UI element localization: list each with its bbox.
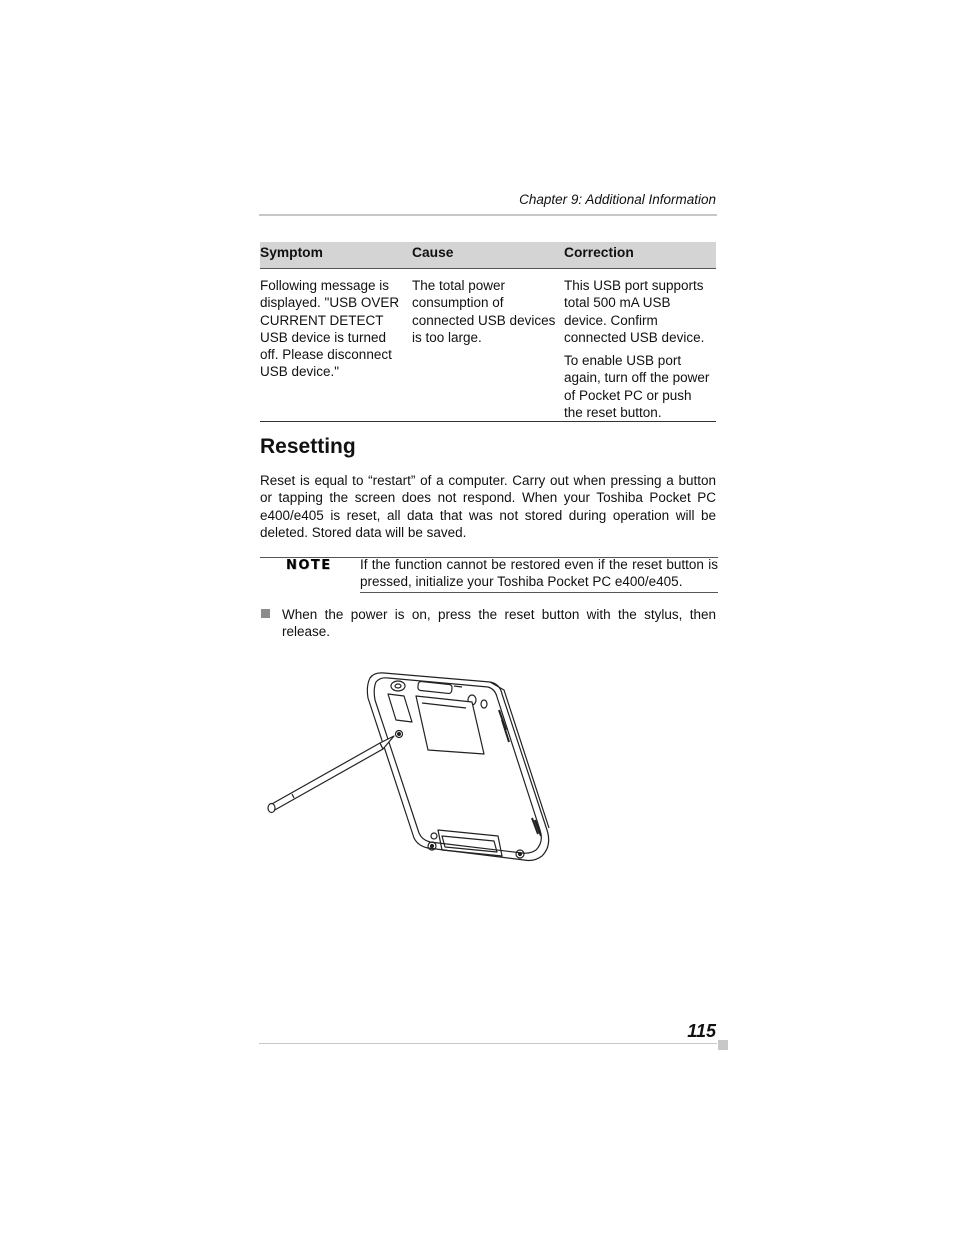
pocket-pc-rear-with-stylus-icon — [262, 670, 552, 875]
running-header: Chapter 9: Additional Information — [519, 192, 716, 207]
column-header-cause: Cause — [412, 245, 454, 260]
section-title: Resetting — [260, 435, 356, 458]
correction-text-1: This USB port supports total 500 mA USB device. Confirm connected USB device. — [564, 278, 705, 345]
table-header-row — [260, 242, 716, 269]
table-row — [260, 269, 716, 422]
note-text: If the function cannot be restored even if the reset button is pressed, initialize your Toshiba Pocket PC e400/e405. — [360, 557, 718, 590]
header-divider — [259, 214, 717, 216]
correction-cell — [564, 277, 714, 427]
symptom-cell: Following message is displayed. "USB OVER CURRENT DETECT USB device is turned off. Please disconnect USB device." — [260, 278, 400, 380]
bullet-text: When the power is on, press the reset button with the stylus, then release. — [282, 607, 716, 640]
note-bottom-divider — [360, 592, 718, 593]
correction-text-2: To enable USB port again, turn off the power of Pocket PC or push the reset button. — [564, 353, 710, 421]
bullet-square-icon — [261, 609, 270, 618]
note-label: NOTE — [286, 558, 332, 573]
footer-square-icon — [718, 1040, 728, 1050]
cause-cell: The total power consumption of connected USB devices is too large. — [412, 278, 556, 345]
column-header-symptom: Symptom — [260, 245, 323, 260]
troubleshooting-table — [260, 242, 716, 422]
page-number: 115 — [687, 1021, 716, 1041]
section-paragraph: Reset is equal to “restart” of a computer. Carry out when pressing a button or tapping the screen does not respond. When your Toshiba Pocket PC e400/e405 is reset, all data that was not stored during operation will be deleted. Stored data will be saved. — [260, 473, 716, 540]
footer-divider — [259, 1043, 717, 1044]
column-header-correction: Correction — [564, 245, 634, 260]
